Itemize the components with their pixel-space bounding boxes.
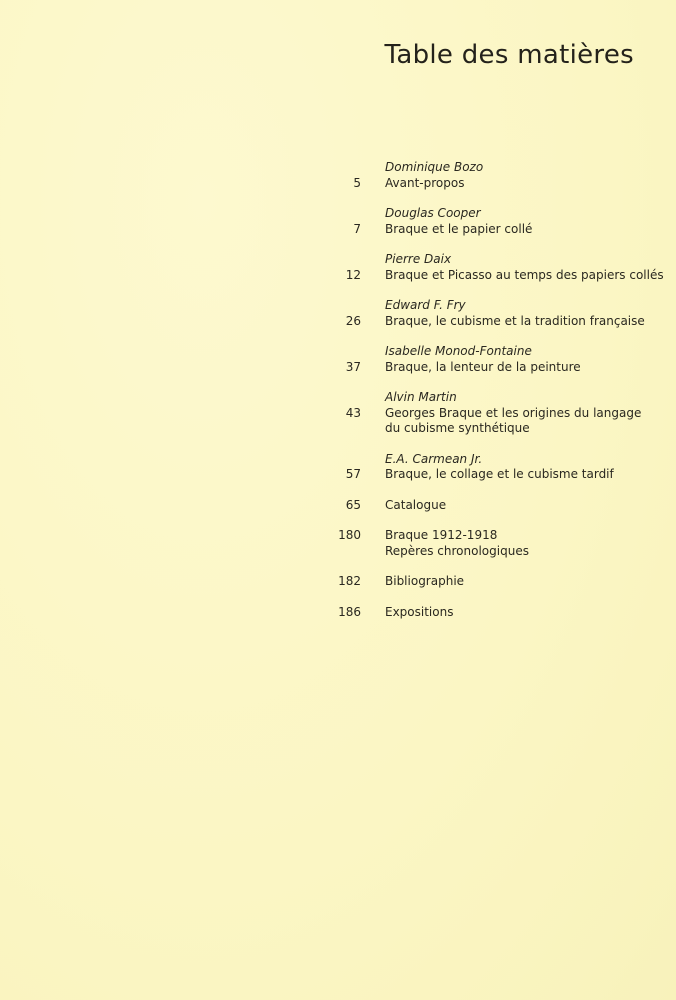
toc-author: Pierre Daix [385, 252, 452, 266]
toc-entry-text [385, 252, 664, 283]
toc-title-line: Braque, la lenteur de la peinture [385, 359, 581, 374]
toc-page-number: 65 [345, 497, 361, 512]
toc-author: Dominique Bozo [385, 160, 484, 174]
toc-entry-text [385, 498, 660, 514]
toc-entry [320, 574, 660, 590]
toc-author: Alvin Martin [385, 390, 457, 404]
toc-entry [320, 498, 660, 514]
toc-entry [320, 298, 660, 329]
toc-entry [320, 252, 664, 283]
toc-title-line: Avant-propos [385, 175, 465, 190]
toc-author: Edward F. Fry [385, 298, 466, 312]
toc-page-number: 12 [345, 267, 361, 282]
toc-page-number: 7 [353, 221, 361, 236]
toc-page-number: 57 [345, 467, 361, 481]
toc-entry [320, 344, 660, 375]
toc-entry-text [385, 160, 660, 191]
toc-entry-text [385, 298, 660, 329]
toc-page-number: 43 [345, 405, 361, 420]
toc-author: Isabelle Monod-Fontaine [385, 344, 532, 358]
toc-title-line: Braque, le cubisme et la tradition française [385, 313, 645, 328]
toc-entry [320, 605, 660, 621]
toc-entry-text [385, 528, 660, 559]
toc-entry-text [385, 390, 660, 437]
toc-entry-text [385, 344, 660, 375]
toc-author: E.A. Carmean Jr. [385, 451, 483, 466]
toc-entry-text [385, 206, 660, 237]
toc-entry [320, 528, 660, 559]
toc-title-line: Braque 1912-1918 [385, 528, 498, 542]
toc-page-number: 186 [338, 604, 361, 619]
table-of-contents [320, 160, 664, 635]
toc-page-number: 26 [345, 313, 361, 328]
toc-entry [320, 206, 660, 237]
toc-title-line: Braque, le collage et le cubisme tardif [385, 467, 614, 481]
toc-entry-text [385, 574, 660, 590]
toc-page-number: 180 [338, 528, 361, 542]
toc-entry-text [385, 605, 660, 621]
toc-page-number: 5 [353, 175, 361, 190]
toc-title-line: Braque et Picasso au temps des papiers collés [385, 267, 664, 282]
toc-title-line: Catalogue [385, 497, 447, 512]
toc-title-line: Bibliographie [385, 574, 465, 588]
toc-title-line: du cubisme synthétique [385, 421, 530, 435]
toc-author: Douglas Cooper [385, 206, 481, 220]
toc-entry [320, 452, 660, 483]
toc-page-number: 37 [345, 359, 361, 374]
toc-title-line: Repères chronologiques [385, 543, 529, 558]
page-title: Table des matières [384, 40, 634, 70]
toc-entry [320, 160, 660, 191]
toc-title-line: Georges Braque et les origines du langage [385, 405, 642, 420]
toc-entry [320, 390, 660, 437]
toc-title-line: Expositions [385, 604, 454, 619]
toc-title-line: Braque et le papier collé [385, 221, 533, 236]
toc-entry-text [385, 452, 660, 483]
toc-page-number: 182 [338, 574, 361, 588]
